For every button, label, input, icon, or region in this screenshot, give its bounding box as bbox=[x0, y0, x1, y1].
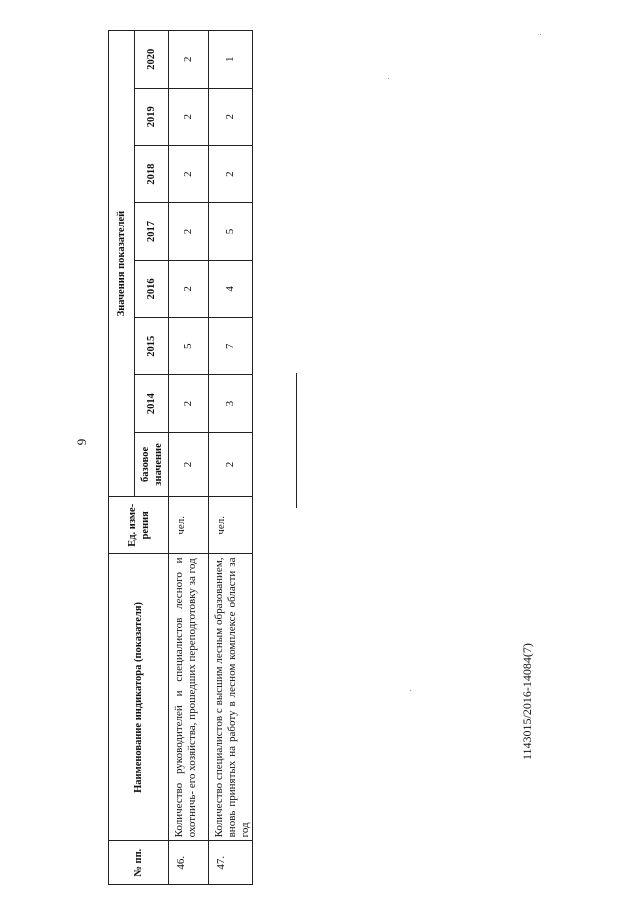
table-row bbox=[169, 31, 209, 885]
header-values-group: Значения показателей bbox=[109, 31, 135, 497]
scan-speck bbox=[410, 690, 411, 691]
value-cell: 2 bbox=[169, 375, 209, 432]
document-code: 1143015/2016-14084(7) bbox=[520, 643, 534, 760]
row-number: 46. bbox=[169, 841, 209, 885]
value-cell: 2 bbox=[169, 31, 209, 89]
value-cell: 1 bbox=[209, 31, 253, 89]
header-col-2020: 2020 bbox=[135, 31, 169, 89]
value-cell: 2 bbox=[169, 432, 209, 496]
header-col-2019: 2019 bbox=[135, 88, 169, 145]
header-col-base: базовое значение bbox=[135, 432, 169, 496]
header-no: № пп. bbox=[109, 841, 169, 885]
header-col-2015: 2015 bbox=[135, 318, 169, 375]
value-cell: 2 bbox=[169, 260, 209, 317]
header-col-2016: 2016 bbox=[135, 260, 169, 317]
value-cell: 2 bbox=[169, 203, 209, 260]
header-col-2014: 2014 bbox=[135, 375, 169, 432]
unit-cell: чел. bbox=[169, 497, 209, 554]
indicator-table-page bbox=[108, 30, 251, 885]
header-col-2017: 2017 bbox=[135, 203, 169, 260]
value-cell: 2 bbox=[209, 145, 253, 202]
header-name: Наименование индикатора (показателя) bbox=[109, 554, 169, 841]
value-cell: 2 bbox=[169, 145, 209, 202]
value-cell: 4 bbox=[209, 260, 253, 317]
value-cell: 5 bbox=[209, 203, 253, 260]
header-col-2018: 2018 bbox=[135, 145, 169, 202]
header-unit: Ед. изме- рения bbox=[109, 497, 169, 554]
value-cell: 3 bbox=[209, 375, 253, 432]
value-cell: 2 bbox=[209, 432, 253, 496]
end-separator-line bbox=[296, 373, 297, 508]
unit-cell: чел. bbox=[209, 497, 253, 554]
indicator-name: Количество специалистов с высшим лесным образованием, вновь принятых на работу в лесном комплексе области за год bbox=[209, 554, 253, 841]
indicators-table bbox=[108, 30, 253, 885]
scan-speck bbox=[540, 34, 541, 35]
value-cell: 5 bbox=[169, 318, 209, 375]
indicator-name: Количество руководителей и специалистов лесного и охотничь- его хозяйства, прошедших переподготовку за год bbox=[169, 554, 209, 841]
value-cell: 2 bbox=[169, 88, 209, 145]
page-number: 9 bbox=[74, 438, 89, 446]
row-number: 47. bbox=[209, 841, 253, 885]
table-row bbox=[209, 31, 253, 885]
value-cell: 7 bbox=[209, 318, 253, 375]
scan-speck bbox=[388, 78, 389, 79]
value-cell: 2 bbox=[209, 88, 253, 145]
